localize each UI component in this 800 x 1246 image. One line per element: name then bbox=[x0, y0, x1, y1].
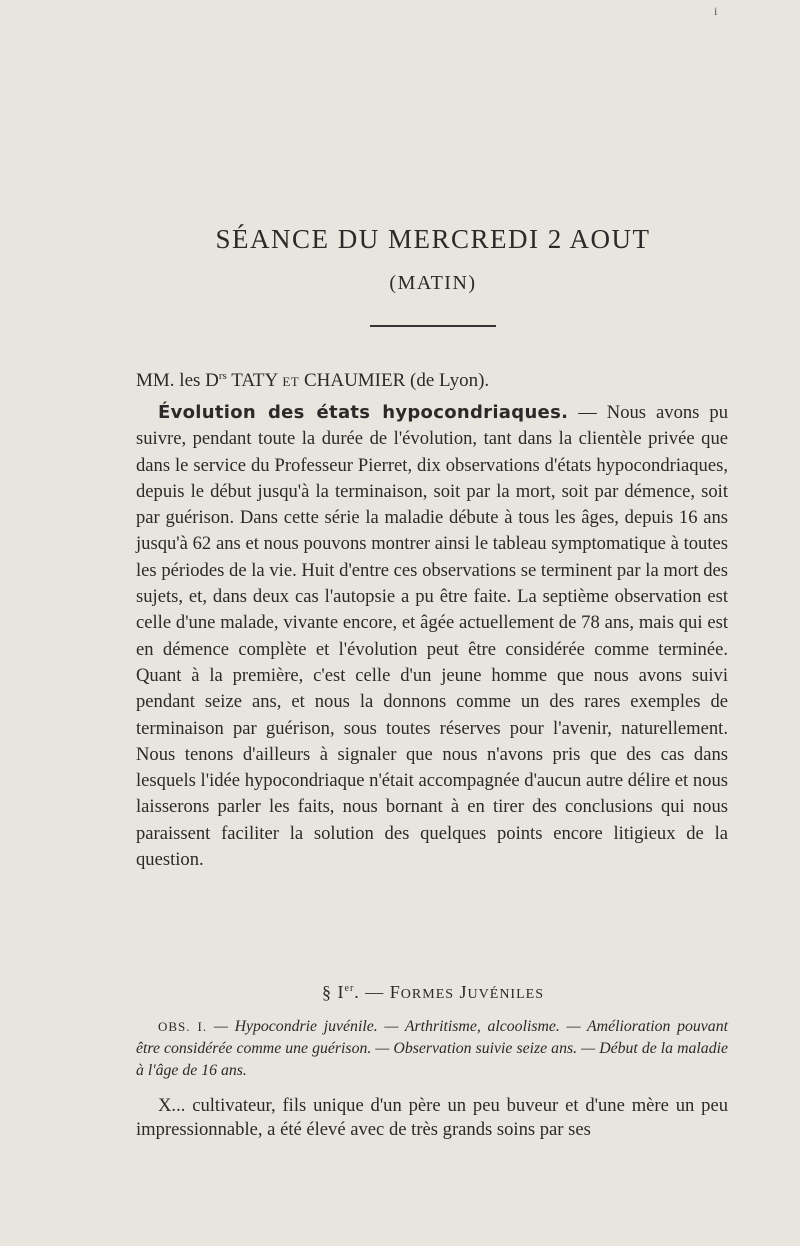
authors-prefix-sup: rs bbox=[218, 370, 227, 382]
corner-mark: i bbox=[714, 4, 718, 18]
observation-label: OBS. I. bbox=[158, 1019, 208, 1034]
paragraph-heading: Évolution des états hypocondriaques. bbox=[158, 402, 569, 423]
section-space: J bbox=[454, 982, 468, 1002]
section-heading bbox=[0, 982, 800, 1003]
authors-et: ET bbox=[282, 374, 300, 389]
observation-summary bbox=[136, 1016, 728, 1082]
authors-prefix: MM. les D bbox=[136, 370, 219, 391]
case-paragraph: X... cultivateur, fils unique d'un père un peu buveur et d'une mère un peu impressionnable, a été élevé avec de très grands soins par ses bbox=[136, 1095, 728, 1140]
authors-names-b: CHAUMIER (de Lyon). bbox=[299, 370, 490, 391]
authors-names-a: TATY bbox=[226, 370, 283, 391]
section-word2: UVÉNILES bbox=[467, 987, 544, 1002]
section-sup: er bbox=[344, 983, 355, 994]
page-subtitle: (MATIN) bbox=[389, 272, 477, 294]
title-rule bbox=[370, 325, 496, 327]
page-title: SÉANCE DU MERCREDI 2 AOUT bbox=[215, 224, 651, 254]
section-word1: ORMES bbox=[400, 987, 455, 1002]
authors-line bbox=[136, 370, 489, 392]
paragraph-text: — Nous avons pu suivre, pendant toute la durée de l'évolution, tant dans la clientèle privée que dans le service du Professeur Pierret, dix observations d'états hypocondriaques, depuis le début jusqu'à la terminaison, soit par la mort, soit par démence, soit par guérison. Dans cette série la maladie débute à tous les âges, depuis 16 ans jusqu'à 62 ans et nous pouvons montrer ainsi le tableau symptomatique à toutes les périodes de la vie. Huit d'entre ces observations se terminent par la mort des sujets, et, dans deux cas l'autopsie a pu être faite. La septième observation est celle d'une malade, vivante encore, et âgée actuellement de 78 ans, mais qui est en démence complète et l'évolution peut être considérée comme terminée. Quant à la première, c'est celle d'un jeune homme que nous avons suivi pendant seize ans, et nous la donnons comme un des rares exemples de terminaison par guérison, sous toutes réserves pour l'avenir, naturellement. Nous tenons d'ailleurs à signaler que nous n'avons pris que des cas dans lesquels l'idée hypocondriaque n'était accompagnée d'aucun autre délire et nous laisserons parler les faits, nous bornant à en tirer des conclusions qui nous paraissent faciliter la solution des quelques points encore litigieux de la question. bbox=[136, 402, 728, 871]
section-prefix: § I bbox=[322, 982, 345, 1002]
main-paragraph bbox=[136, 400, 728, 873]
observation-text: — Hypocondrie juvénile. — Arthritisme, alcoolisme. — Amélioration pouvant être considérée comme une guérison. — Observation suivie seize ans. — Début de la maladie à l'âge de 16 ans. bbox=[136, 1018, 728, 1079]
section-dash: . — F bbox=[354, 982, 401, 1002]
